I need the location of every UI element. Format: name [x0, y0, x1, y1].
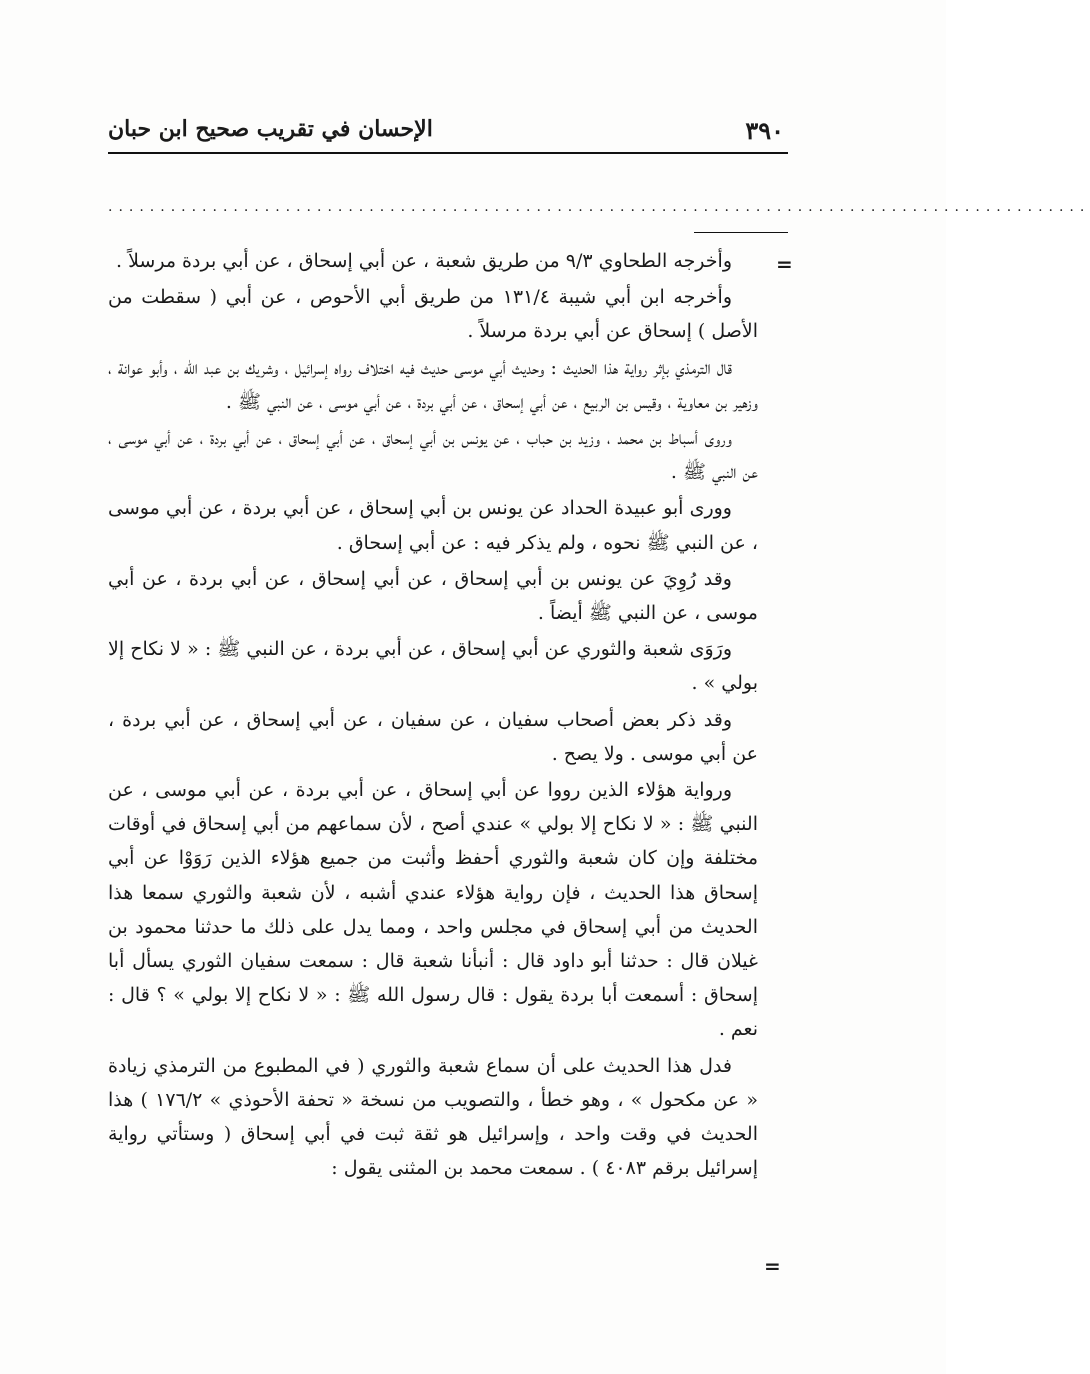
- footnote-body: [108, 244, 758, 1187]
- book-title: الإحسان في تقريب صحيح ابن حبان: [108, 116, 433, 142]
- header-rule: [108, 152, 788, 154]
- paragraph: وروى أسباط بن محمد ، وزيد بن حباب ، عن يونس بن أبي إسحاق ، عن أبي إسحاق ، عن أبي بردة ، عن أبي موسى ، عن النبي ﷺ .: [108, 427, 758, 484]
- footnote-rule: [694, 232, 788, 233]
- continuation-mark-bottom: =: [764, 1254, 781, 1278]
- running-header: [108, 114, 788, 154]
- paragraph: ورَوَى شعبة والثوري عن أبي إسحاق ، عن أبي بردة ، عن النبي ﷺ : « لا نكاح إلا بولي » .: [108, 638, 758, 695]
- paragraph: وقد ذكر بعض أصحاب سفيان ، عن سفيان ، عن أبي إسحاق ، عن أبي بردة ، عن أبي موسى . ولا يصح .: [108, 708, 758, 765]
- paragraph: ورواية هؤلاء الذين رووا عن أبي إسحاق ، عن أبي بردة ، عن أبي موسى ، عن النبي ﷺ : « لا نكاح إلا بولي » عندي أصح ، لأن سماعهم من أبي إسحاق في أوقات مختلفة وإن كان شعبة والثوري أحفظ وأثبت من جميع هؤلاء الذين رَوَوْا عن أبي إسحاق هذا الحديث ، فإن رواية هؤلاء عندي أشبه ، لأن شعبة والثوري سمعا هذا الحديث من أبي إسحاق في مجلس واحد ، ومما يدل على ذلك ما حدثنا محمود بن غيلان قال : حدثنا أبو داود قال : أنبأنا شعبة قال : سمعت سفيان الثوري يسأل أبا إسحاق : أسمعت أبا بردة يقول : قال رسول الله ﷺ : « لا نكاح إلا بولي » ؟ قال : نعم .: [108, 779, 758, 1041]
- paragraph: وأخرجه ابن أبي شيبة ١٣١/٤ من طريق أبي الأحوص ، عن أبي ( سقطت من الأصل ) إسحاق عن أبي بردة مرسلاً .: [108, 286, 758, 343]
- paragraph: فدل هذا الحديث على أن سماع شعبة والثوري ( في المطبوع من الترمذي زيادة « عن مكحول » ، وهو خطأ ، والتصويب من نسخة « تحفة الأحوذي » ١٧٦/٢ ) هذا الحديث في وقت واحد ، وإسرائيل هو ثقة ثبت في أبي إسحاق ( وستأتي رواية إسرائيل برقم ٤٠٨٣ ) . سمعت محمد بن المثنى يقول :: [108, 1054, 759, 1180]
- paragraph: وأخرجه الطحاوي ٩/٣ من طريق شعبة ، عن أبي إسحاق ، عن أبي بردة مرسلاً .: [116, 250, 732, 272]
- paragraph: وقد رُوِيَ عن يونس بن أبي إسحاق ، عن أبي إسحاق ، عن أبي بردة ، عن أبي موسى ، عن النبي ﷺ أيضاً .: [108, 567, 758, 625]
- page-number: ٣٩٠: [745, 116, 784, 145]
- dotted-separator: ..............................................................................................: [108, 199, 1090, 215]
- paragraph: قال الترمذي بإثر رواية هذا الحديث : وحديث أبي موسى حديث فيه اختلاف رواه إسرائيل ، وشريك بن عبد الله ، وأبو عوانة ، وزهير بن معاوية ، وقيس بن الربيع ، عن أبي إسحاق ، عن أبي بردة ، عن أبي موسى ، عن النبي ﷺ .: [108, 356, 758, 413]
- paragraph: وورى أبو عبيدة الحداد عن يونس بن أبي إسحاق ، عن أبي بردة ، عن أبي موسى ، عن النبي ﷺ نحوه ، ولم يذكر فيه : عن أبي إسحاق .: [108, 497, 758, 554]
- continuation-mark-top: =: [776, 252, 793, 276]
